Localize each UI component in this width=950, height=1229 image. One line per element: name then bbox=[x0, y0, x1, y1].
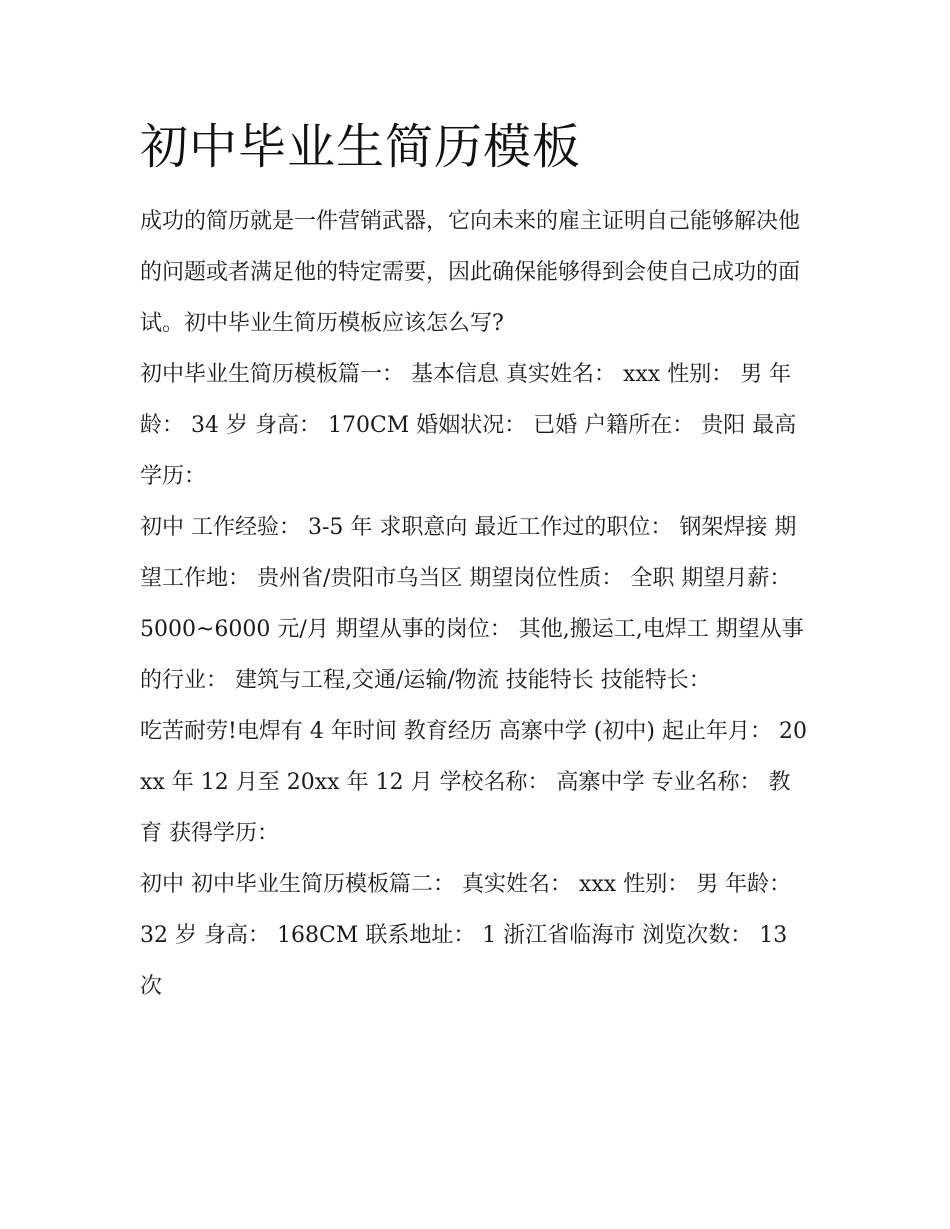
intro-paragraph: 成功的简历就是一件营销武器，它向未来的雇主证明自己能够解决他的问题或者满足他的特定需要，因此确保能够得到会使自己成功的面试。初中毕业生简历模板应该怎么写? bbox=[140, 209, 801, 336]
job-intention-paragraph: 初中 工作经验： 3-5 年 求职意向 最近工作过的职位： 钢架焊接 期望工作地： 贵州省/贵阳市乌当区 期望岗位性质： 全职 期望月薪： bbox=[140, 515, 797, 591]
document-body bbox=[140, 112, 812, 1012]
basic-info-paragraph: 初中毕业生简历模板篇一： 基本信息 真实姓名： xxx 性别： 男 年龄： 34 岁 身高： 170CM 婚姻状况： 已婚 户籍所在： 贵阳 最高学历： bbox=[140, 362, 797, 489]
template-two-paragraph: 初中 初中毕业生简历模板篇二： 真实姓名： xxx 性别： 男 年龄： 32 岁 身高： 168CM 联系地址： 1 浙江省临海市 浏览次数： 13 次 bbox=[140, 872, 792, 999]
document-title: 初中毕业生简历模板 bbox=[140, 119, 582, 175]
education-paragraph: 吃苦耐劳!电焊有 4 年时间 教育经历 高寨中学 (初中) 起止年月： 20xx 年 12 月至 20xx 年 12 月 学校名称： 高寨中学 专业名称： 教育 获得学历： bbox=[140, 719, 807, 846]
salary-skills-paragraph: 5000~6000 元/月 期望从事的岗位： 其他,搬运工,电焊工 期望从事的行业： 建筑与工程,交通/运输/物流 技能特长 技能特长： bbox=[140, 617, 804, 693]
